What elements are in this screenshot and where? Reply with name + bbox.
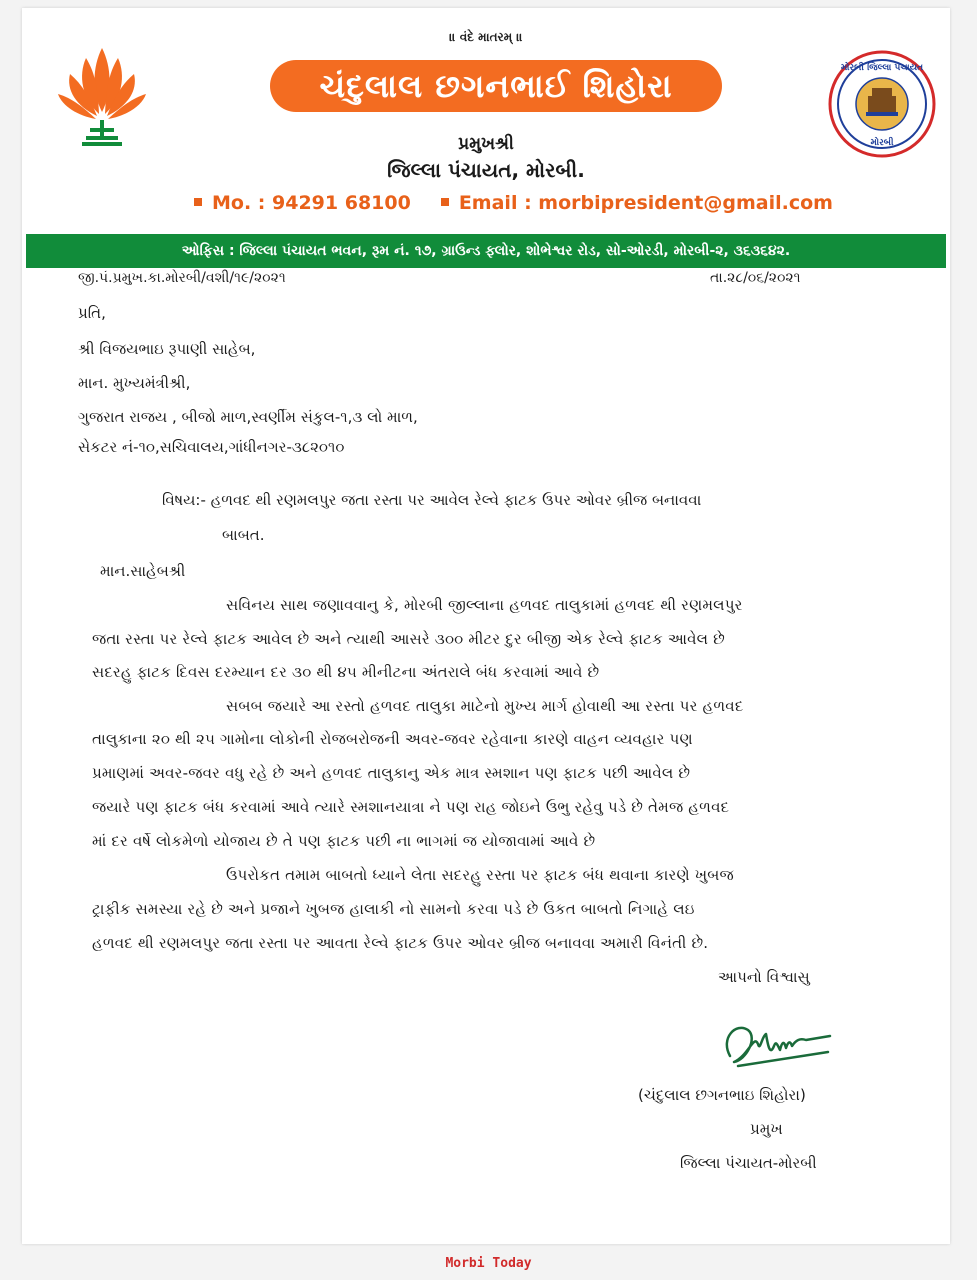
body-line: સબબ જયારે આ રસ્તો હળવદ તાલુકા માટેનો મુખ્ય માર્ગ હોવાથી આ રસ્તા પર હળવદ	[226, 697, 744, 715]
address-line: માન. મુખ્યમંત્રીશ્રી,	[78, 374, 191, 392]
body-line: સદરહુ ફાટક દિવસ દરમ્યાન દર ૩૦ થી ૪૫ મીનીટના અંતરાલે બંધ કરવામાં આવે છે	[92, 663, 600, 681]
body-line: સવિનય સાથ જણાવવાનુ કે, મોરબી જીલ્લાના હળવદ તાલુકામાં હળવદ થી રણમલપુર	[226, 596, 743, 614]
designation-title: પ્રમુખશ્રી	[458, 134, 514, 154]
body-line: ઉપરોકત તમામ બાબતો ધ્યાને લેતા સદરહુ રસ્તા પર ફાટક બંધ થવાના કારણે ખુબજ	[226, 866, 734, 884]
letter-date: તા.૨૮/૦૬/૨૦૨૧	[710, 270, 801, 286]
email-address: Email : morbipresident@gmail.com	[458, 192, 833, 214]
body-line: જતા રસ્તા પર રેલ્વે ફાટક આવેલ છે અને ત્યાથી આસરે ૩૦૦ મીટર દુર બીજી એક રેલ્વે ફાટક આવેલ છે	[92, 630, 725, 648]
body-line: ટ્રાફીક સમસ્યા રહે છે અને પ્રજાને ખુબજ હાલાકી નો સામનો કરવા પડે છે ઉકત બાબતો નિગાહે લઇ	[92, 900, 695, 918]
bullet-icon	[194, 198, 202, 206]
body-line: પ્રમાણમાં અવર-જવર વધુ રહે છે અને હળવદ તાલુકાનુ એક માત્ર સ્મશાન પણ ફાટક પછી આવેલ છે	[92, 764, 691, 782]
address-line: ગુજરાત રાજય , બીજો માળ,સ્વર્ણીમ સંકુલ-૧,૩ લો માળ,	[78, 408, 418, 426]
sender-name-banner: ચંદુલાલ છગનભાઈ શિહોરા	[270, 60, 722, 112]
salutation: માન.સાહેબશ્રી	[100, 562, 186, 580]
mobile-number: Mo. : 94291 68100	[212, 192, 411, 214]
closing-phrase: આપનો વિશ્વાસુ	[718, 968, 810, 986]
subject-line: વિષય:- હળવદ થી રણમલપુર જતા રસ્તા પર આવેલ રેલ્વે ફાટક ઉપર ઓવર બ્રીજ બનાવવા	[162, 491, 702, 509]
signatory-office: જિલ્લા પંચાયત-મોરબી	[680, 1154, 817, 1172]
office-address-bar: ઓફિસ : જિલ્લા પંચાયત ભવન, રૂમ નં. ૧૭, ગ્રાઉન્ડ ફ્લોર, શોભેશ્વર રોડ, સો-ઓરડી, મોરબી-૨, ૩૬૩૬૪૨.	[26, 234, 946, 268]
body-line: હળવદ થી રણમલપુર જતા રસ્તા પર આવતા રેલ્વે ફાટક ઉપર ઓવર બ્રીજ બનાવવા અમારી વિનંતી છે.	[92, 934, 709, 952]
body-line: જયારે પણ ફાટક બંધ કરવામાં આવે ત્યારે સ્મશાનયાત્રા ને પણ રાહ જોઇને ઉભુ રહેવુ પડે છે તેમજ હળવદ	[92, 798, 730, 816]
letter-page	[22, 8, 950, 1244]
seal-top-text: મોરબી જિલ્લા પંચાયત	[840, 63, 924, 73]
body-line: માં દર વર્ષે લોકમેળો યોજાય છે તે પણ ફાટક પછી ના ભાગમાં જ યોજાવામાં આવે છે	[92, 832, 596, 850]
vande-mataram-line: ॥ વંદે માતરમ્ ॥	[449, 30, 523, 44]
contact-line	[194, 192, 833, 214]
signatory-name: (ચંદુલાલ છગનભાઇ શિહોરા)	[638, 1086, 806, 1104]
bullet-icon	[441, 198, 449, 206]
address-line: શ્રી વિજયભાઇ રૂપાણી સાહેબ,	[78, 340, 256, 358]
signature-icon	[718, 1016, 838, 1078]
body-line: તાલુકાના ૨૦ થી ૨૫ ગામોના લોકોની રોજબરોજની અવર-જવર રહેવાના કારણે વાહન વ્યવહાર પણ	[92, 730, 693, 748]
office-title: જિલ્લા પંચાયત, મોરબી.	[387, 158, 585, 182]
address-line: સેકટર નં-૧૦,સચિવાલય,ગાંધીનગર-૩૮૨૦૧૦	[78, 438, 345, 456]
seal-bottom-text: મોરબી	[870, 138, 894, 148]
subject-line-continued: બાબત.	[222, 526, 265, 544]
reference-number: જી.પં.પ્રમુખ.કા.મોરબી/વશી/૧૯/૨૦૨૧	[78, 270, 286, 286]
address-line: પ્રતિ,	[78, 304, 106, 322]
signatory-role: પ્રમુખ	[750, 1120, 783, 1138]
watermark-footer: Morbi Today	[445, 1256, 532, 1271]
